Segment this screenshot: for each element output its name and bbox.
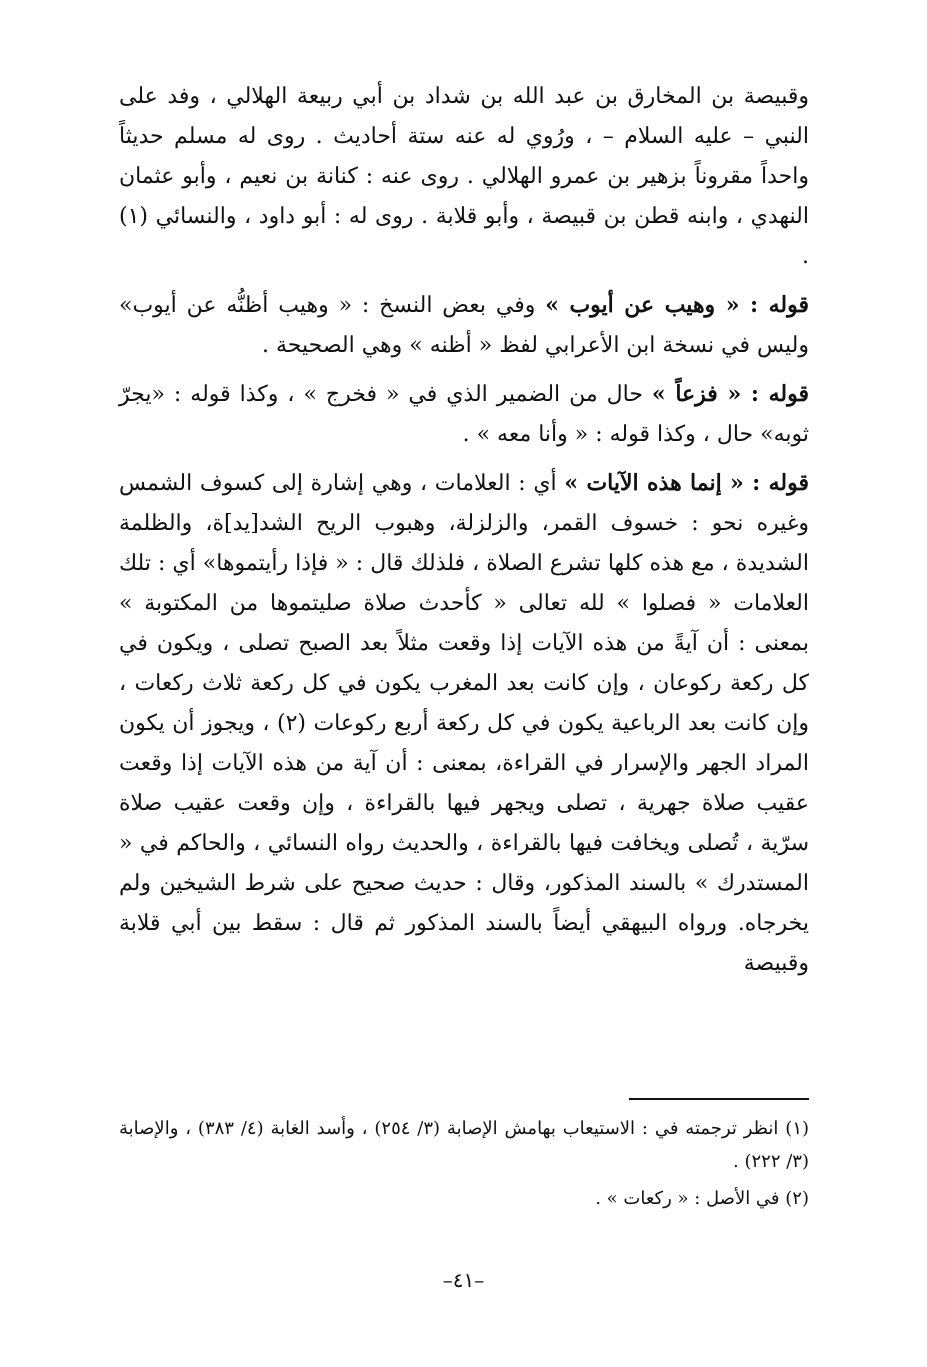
- footnote-divider: [629, 1098, 809, 1100]
- paragraph-lead: قوله :: [739, 292, 809, 318]
- page-number: –٤١–: [442, 1268, 485, 1292]
- paragraph-lead: قوله :: [741, 381, 809, 407]
- paragraph-qabisa-bio: [119, 76, 809, 277]
- footnote-2: (٢) في الأصل : « ركعات » .: [595, 1188, 809, 1209]
- paragraph-term: « فزعاً »: [651, 381, 742, 407]
- paragraph-text: وقبيصة بن المخارق بن عبد الله بن شداد بن أبي ربيعة الهلالي ، وفد على النبي – عليه السلام – ، ورُوي له عنه ستة أحاديث . روى له مسلم حديثاً واحداً مقروناً بزهير بن عمرو الهلالي . روى عنه : كنانة بن نعيم ، وأبو عثمان النهدي ، وابنه قطن بن قبيصة ، وأبو قلابة . روى له : أبو داود ، والنسائي (١) .: [119, 84, 809, 269]
- paragraph-faza: [119, 374, 809, 455]
- footnotes: [119, 1112, 809, 1219]
- footnote-1: (١) انظر ترجمته في : الاستيعاب بهامش الإصابة (٣/ ٢٥٤) ، وأسد الغابة (٤/ ٣٨٣) ، والإصابة (٣/ ٢٢٢) .: [119, 1118, 810, 1172]
- paragraph-text: أي : العلامات ، وهي إشارة إلى كسوف الشمس وغيره نحو : خسوف القمر، والزلزلة، وهبوب الريح الشد[يد]ة، والظلمة الشديدة ، مع هذه كلها تشرع الصلاة ، فلذلك قال : « فإذا رأيتموها» أي : تلك العلامات « فصلوا » لله تعالى « كأحدث صلاة صليتموها من المكتوبة » بمعنى : أن آيةً من هذه الآيات إذا وقعت مثلاً بعد الصبح تصلى ، ويكون في كل ركعة ركوعان ، وإن كانت بعد المغرب يكون في كل ركعة ثلاث ركعات ، وإن كانت بعد الرباعية يكون في كل ركعة أربع ركوعات (٢) ، ويجوز أن يكون المراد الجهر والإسرار في القراءة، بمعنى : أن آية من هذه الآيات إذا وقعت عقيب صلاة جهرية ، تصلى ويجهر فيها بالقراءة ، وإن وقعت عقيب صلاة سرّية ، تُصلى ويخافت فيها بالقراءة ، والحديث رواه النسائي ، والحاكم في « المستدرك » بالسند المذكور، وقال : حديث صحيح على شرط الشيخين ولم يخرجاه. ورواه البيهقي أيضاً بالسند المذكور ثم قال : سقط بين أبي قلابة وقبيصة: [119, 471, 810, 976]
- paragraph-wuhayb: [119, 285, 809, 366]
- paragraph-text: وفي بعض النسخ : « وهيب أظنُّه عن أيوب» وليس في نسخة ابن الأعرابي لفظ « أظنه » وهي الصحيحة .: [119, 293, 809, 358]
- paragraph-term: « وهيب عن أيوب »: [545, 292, 740, 318]
- paragraph-ayat: [119, 463, 809, 984]
- paragraph-term: « إنما هذه الآيات »: [564, 470, 744, 496]
- paragraph-lead: قوله :: [743, 470, 809, 496]
- main-text: [119, 76, 809, 992]
- paragraph-text: حال من الضمير الذي في « فخرج » ، وكذا قوله : «يجرّ ثوبه» حال ، وكذا قوله : « وأنا معه » .: [119, 382, 809, 447]
